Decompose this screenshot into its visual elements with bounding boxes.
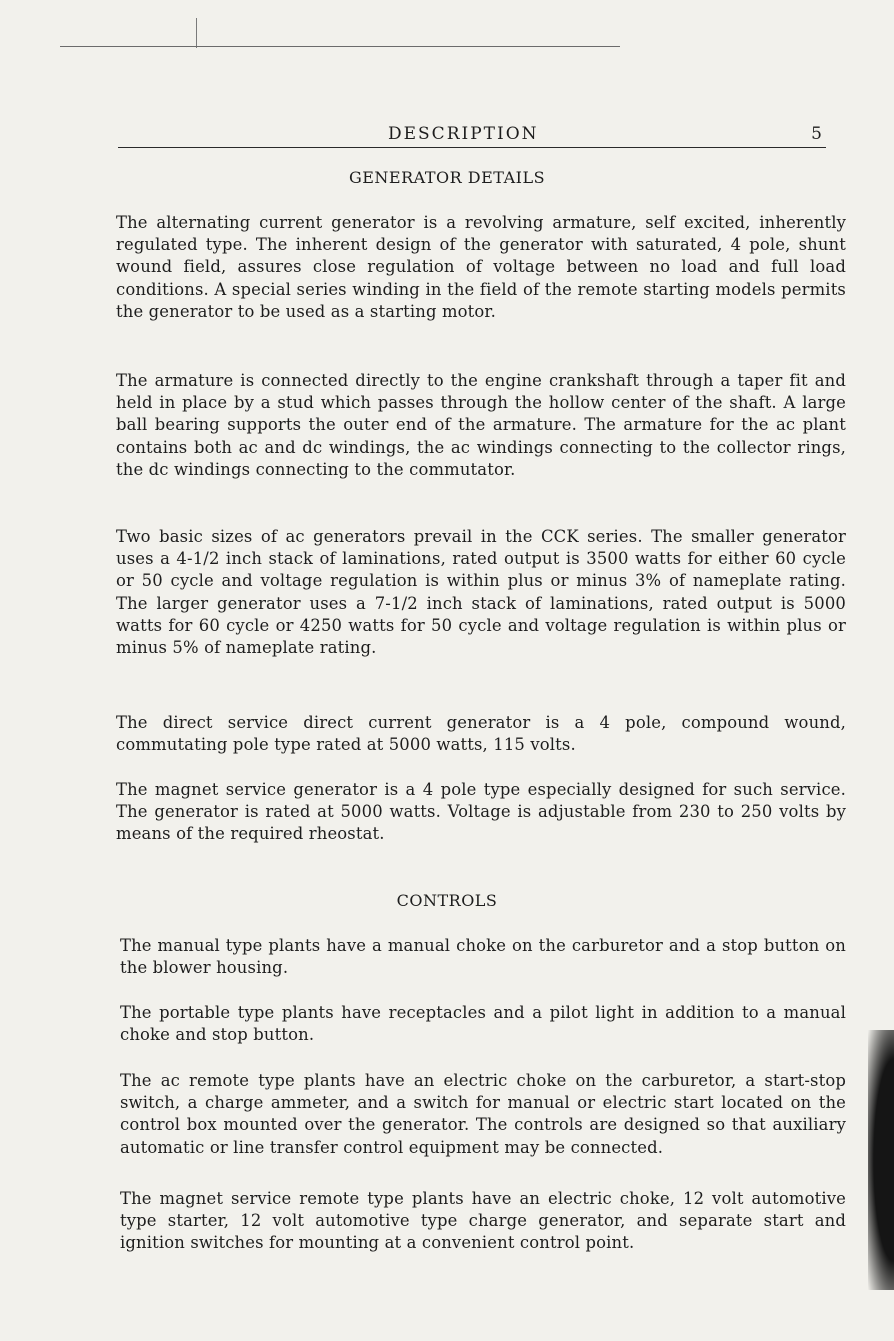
paragraph-generator-sizes: Two basic sizes of ac generators prevail in the CCK series. The smaller generator uses a 4-1/2 inch stack of laminations, rated output is 3500 watts for either 60 cycle or 50 cycle and voltage regulation is within plus or minus 3% of nameplate rating. The larger generator uses a 7-1/2 inch stack of laminations, rated output is 5000 watts for 60 cycle or 4250 watts for 50 cycle and voltage regulation is within plus or minus 5% of nameplate rating. [116,527,846,658]
paragraph-generator-type: The alternating current generator is a revolving armature, self excited, inherently regulated type. The inherent design of the generator with saturated, 4 pole, shunt wound field, assures close regulation of voltage between no load and full load conditions. A special series winding in the field of the remote starting models permits the generator to be used as a starting motor. [116,213,846,321]
paragraph-portable-plants: The portable type plants have receptacles and a pilot light in addition to a manual choke and stop button. [120,1003,846,1045]
paragraph-direct-service: The direct service direct current generator is a 4 pole, compound wound, commutating pole type rated at 5000 watts, 115 volts. [116,713,846,755]
paragraph-ac-remote-plants: The ac remote type plants have an electric choke on the carburetor, a start-stop switch, a charge ammeter, and a switch for manual or electric start located on the control box mounted over the generator. The controls are designed so that auxiliary automatic or line transfer control equipment may be connected. [120,1071,846,1157]
page-header [118,121,826,148]
paragraph-armature: The armature is connected directly to the engine crankshaft through a taper fit and held in place by a stud which passes through the hollow center of the shaft. A large ball bearing supports the outer end of the armature. The armature for the ac plant contains both ac and dc windings, the ac windings connecting to the collector rings, the dc windings connecting to the commutator. [116,371,846,479]
paragraph-magnet-remote-plants: The magnet service remote type plants have an electric choke, 12 volt automotive type starter, 12 volt automotive type charge generator, and separate start and ignition switches for mounting at a convenient control point. [120,1189,846,1253]
running-head: DESCRIPTION [388,124,539,144]
paragraph-magnet-service: The magnet service generator is a 4 pole type especially designed for such service. The generator is rated at 5000 watts. Voltage is adjustable from 230 to 250 volts by means of the required rheostat. [116,780,846,844]
page-edge-shadow [868,1030,894,1290]
page-number: 5 [811,124,822,144]
paragraph-manual-plants: The manual type plants have a manual choke on the carburetor and a stop button on the blower housing. [120,936,846,978]
section-title-generator-details: GENERATOR DETAILS [348,168,546,187]
section-title-controls: CONTROLS [396,891,498,910]
scan-edge-line [60,46,620,47]
scan-mark [196,18,197,48]
